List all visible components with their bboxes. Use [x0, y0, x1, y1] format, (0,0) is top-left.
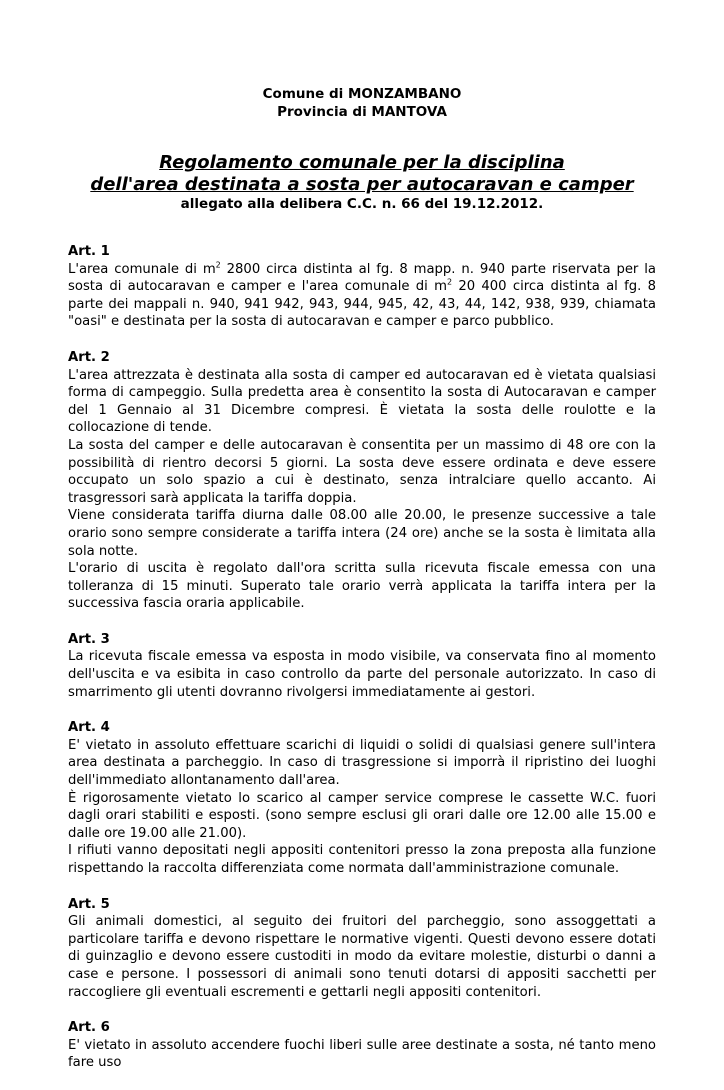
article-5 [68, 896, 656, 1002]
article-heading: Art. 1 [68, 244, 110, 259]
article-6 [68, 1019, 656, 1072]
article-heading: Art. 2 [68, 349, 110, 365]
document-title-line2: dell'area destinata a sosta per autocaravan e camper [90, 174, 634, 195]
article-paragraph: La ricevuta fiscale emessa va esposta in modo visibile, va conservata fino al momento dell'uscita e va esibita in caso controllo da parte del personale autorizzato. In caso di smarrimento gli utenti dovranno rivolgersi immediatamente ai gestori. [68, 649, 656, 700]
article-heading: Art. 4 [68, 720, 110, 736]
document-subtitle: allegato alla delibera C.C. n. 66 del 19.12.2012. [180, 196, 544, 212]
text-run: L'area comunale di m [68, 261, 216, 277]
article-paragraph: Gli animali domestici, al seguito dei fruitori del parcheggio, sono assoggettati a particolare tariffa e devono rispettare le normative vigenti. Questi devono essere dotati di guinzaglio e devono essere custoditi in modo da evitare molestie, disturbi o danni a case e persone. I possessori di animali sono tenuti dotarsi di appositi sacchetti per raccogliere gli eventuali escrementi e gettarli negli appositi contenitori. [68, 914, 656, 1000]
document-title-line1: Regolamento comunale per la disciplina [159, 152, 565, 173]
article-paragraph [68, 261, 656, 331]
article-paragraph: I rifiuti vanno depositati negli appositi contenitori presso la zona preposta alla funzione rispettando la raccolta differenziata come normata dall'amministrazione comunale. [68, 843, 656, 876]
article-paragraph: La sosta del camper e delle autocaravan è consentita per un massimo di 48 ore con la possibilità di rientro decorsi 5 giorni. La sosta deve essere ordinata e deve essere occupato un solo spazio a cui è destinato, senza intralciare quello accanto. Ai trasgressori sarà applicata la tariffa doppia. [68, 437, 656, 506]
article-paragraph: Viene considerata tariffa diurna dalle 08.00 alle 20.00, le presenze successive a tale orario sono sempre considerate a tariffa intera (24 ore) anche se la sosta è limitata alla sola notte. [68, 508, 656, 559]
article-4 [68, 719, 656, 877]
article-2 [68, 349, 656, 613]
article-heading: Art. 3 [68, 631, 110, 647]
article-heading: Art. 5 [68, 896, 110, 912]
text-run: 2800 circa distinta al fg. 8 mapp. n. 940 parte riservata per la sosta di autocaravan e camper e l'area comunale di m [68, 261, 656, 295]
article-heading: Art. 6 [68, 1020, 110, 1036]
article-paragraph: E' vietato in assoluto effettuare scarichi di liquidi o solidi di qualsiasi genere sull'intera area destinata a parcheggio. In caso di trasgressione si imporrà il ripristino dei luoghi dell'immediato allontanamento dall'area. [68, 737, 656, 789]
article-1 [68, 243, 656, 331]
article-3 [68, 631, 656, 701]
article-paragraph: È rigorosamente vietato lo scarico al camper service comprese le cassette W.C. fuori dagli orari stabiliti e esposti. (sono sempre esclusi gli orari dalle ore 12.00 alle 15.00 e dalle ore 19.00 alle 21.00). [68, 790, 656, 841]
superscript: 2 [446, 277, 453, 287]
municipality-name: Comune di MONZAMBANO [262, 86, 462, 102]
superscript: 2 [215, 260, 221, 270]
article-paragraph: L'orario di uscita è regolato dall'ora scritta sulla ricevuta fiscale emessa con una tolleranza di 15 minuti. Superato tale orario verrà applicata la tariffa intera per la successiva fascia oraria applicabile. [68, 561, 656, 612]
document-body [68, 243, 656, 1090]
text-run: 20 400 circa distinta al fg. 8 parte dei mappali n. 940, 941 942, 943, 944, 945, 42, 43, 44, 142, 938, 939, chiamata "oasi" e destinata per la sosta di autocaravan e camper e parco pubblico. [68, 279, 656, 330]
province-name: Provincia di MANTOVA [277, 104, 447, 120]
article-paragraph: L'area attrezzata è destinata alla sosta di camper ed autocaravan ed è vietata qualsiasi forma di campeggio. Sulla predetta area è consentito la sosta di Autocaravan e camper del 1 Gennaio al 31 Dicembre compresi. È vietata la sosta delle roulotte e la collocazione di tende. [68, 367, 656, 436]
article-paragraph: E' vietato in assoluto accendere fuochi liberi sulle aree destinate a sosta, né tanto meno fare uso [68, 1037, 656, 1071]
